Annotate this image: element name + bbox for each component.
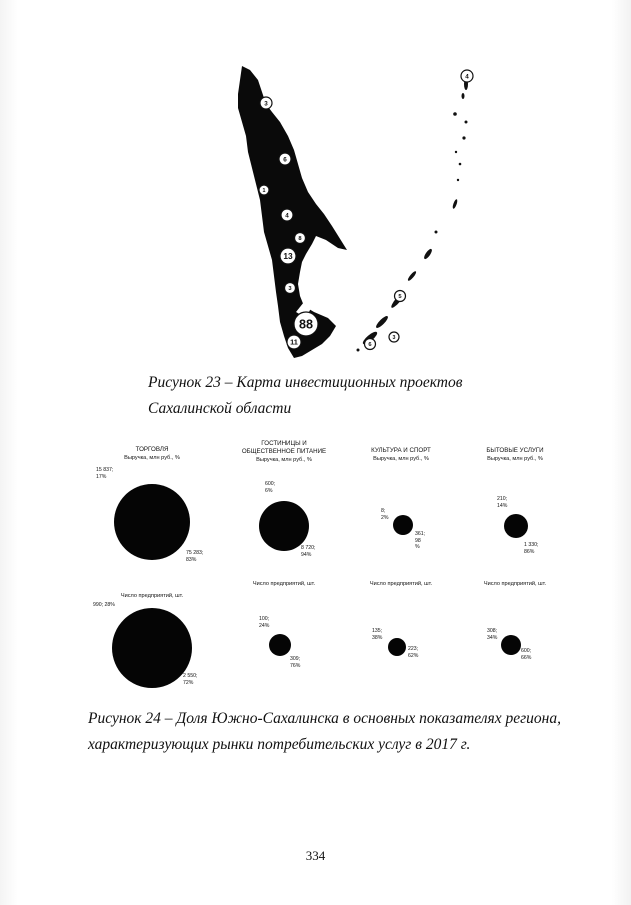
count-bubble-3 [388,638,406,656]
revenue-small-share-label-line: 210; [497,496,508,502]
revenue-large-share-label-line: 1 330; [524,542,539,548]
svg-text:6: 6 [283,156,287,164]
count-small-share-label-line: 24% [259,622,270,629]
svg-text:5: 5 [398,294,402,301]
count-small-share-label-line: 990; 28% [93,602,115,608]
page-number: 334 [305,848,326,863]
revenue-bubble-4 [504,514,528,538]
revenue-large-share-label-line: 86% [524,548,535,555]
count-small-share-label-line: 100; [259,616,270,622]
svg-text:13: 13 [283,251,293,262]
revenue-small-share-label [381,508,389,521]
chart-title: БЫТОВЫЕ УСЛУГИ [486,447,544,454]
count-small-share-label [372,628,382,641]
revenue-large-share-label [301,545,315,558]
revenue-large-share-label-line: 94% [301,551,312,558]
count-large-share-label-line: 66% [521,654,532,661]
count-large-share-label-line: 223; [408,646,419,652]
count-small-share-label [259,616,269,629]
figure-24-caption: Рисунок 24 – Доля Южно-Сахалинска в основных показателях региона, характеризующих рынки потребительских услуг в 2017 г. [88,710,561,753]
count-small-share-label-line: 38% [372,634,383,641]
revenue-large-share-label-line: 83% [186,556,197,563]
revenue-large-share-label-line: 8 720; [301,545,316,551]
revenue-small-share-label-line: 6% [265,487,273,494]
revenue-small-share-label [265,481,275,494]
enterprise-count-label: Число предприятий, шт. [369,581,433,587]
enterprise-count-label: Число предприятий, шт. [120,593,184,599]
revenue-small-share-label-line: 15 837; [96,467,114,473]
count-bubble-1 [112,608,192,688]
svg-text:6: 6 [368,342,372,349]
revenue-small-share-label-line: 14% [497,502,508,509]
revenue-bubble-1 [114,484,190,560]
revenue-bubble-2 [259,501,309,551]
count-large-share-label-line: 309; [290,656,301,662]
svg-text:4: 4 [465,73,469,81]
count-bubble-4 [501,635,521,655]
revenue-axis-label: Выручка, млн руб., % [373,456,429,462]
enterprise-count-label: Число предприятий, шт. [483,581,547,587]
chart-title: ГОСТИНИЦЫ И ОБЩЕСТВЕННОЕ ПИТАНИЕ [241,440,327,455]
count-large-share-label [408,646,418,659]
count-large-share-label [521,648,531,661]
revenue-small-share-label-line: 17% [96,473,107,480]
count-large-share-label-line: 62% [408,652,419,659]
revenue-bubble-3 [393,515,413,535]
figure-23-caption: Рисунок 23 – Карта инвестиционных проектов Сахалинской области [148,374,463,417]
revenue-axis-label: Выручка, млн руб., % [487,456,543,462]
count-small-share-label-line: 135; [372,628,383,634]
count-large-share-label-line: 2 550; [183,673,198,679]
count-large-share-label [183,673,197,686]
svg-text:1: 1 [262,187,266,194]
count-large-share-label [290,656,300,669]
revenue-small-share-label [497,496,507,509]
count-bubble-2 [269,634,291,656]
revenue-large-share-label [415,531,425,551]
svg-text:4: 4 [285,212,289,220]
chart-title: КУЛЬТУРА И СПОРТ [371,447,431,454]
revenue-small-share-label-line: 2% [381,514,389,521]
svg-text:3: 3 [392,334,396,341]
revenue-large-share-label-line: 75 283; [186,550,204,556]
count-small-share-label-line: 308; [487,628,498,634]
svg-text:88: 88 [298,317,314,332]
count-large-share-label-line: 72% [183,679,194,686]
svg-text:8: 8 [298,236,302,243]
revenue-large-share-label-line: % [415,544,420,550]
count-small-share-label [487,628,497,641]
count-large-share-label-line: 76% [290,662,301,669]
revenue-axis-label: Выручка, млн руб., % [124,455,180,461]
revenue-small-share-label-line: 8; [381,508,386,514]
svg-text:3: 3 [288,286,292,293]
revenue-axis-label: Выручка, млн руб., % [256,457,312,463]
revenue-large-share-label [524,542,538,555]
chart-title: ТОРГОВЛЯ [135,446,169,453]
revenue-large-share-label-line: 361; [415,531,426,537]
revenue-large-share-label-line: 98 [415,537,421,544]
revenue-small-share-label [96,467,113,480]
count-small-share-label [93,602,115,609]
count-large-share-label-line: 600; [521,648,532,654]
chart-section-1 [82,446,222,462]
revenue-small-share-label-line: 600; [265,481,276,487]
svg-text:11: 11 [290,337,298,347]
count-small-share-label-line: 34% [487,634,498,641]
enterprise-count-label: Число предприятий, шт. [252,581,316,587]
chart-section-4 [445,447,585,463]
svg-text:3: 3 [264,100,268,108]
revenue-large-share-label [186,550,203,563]
